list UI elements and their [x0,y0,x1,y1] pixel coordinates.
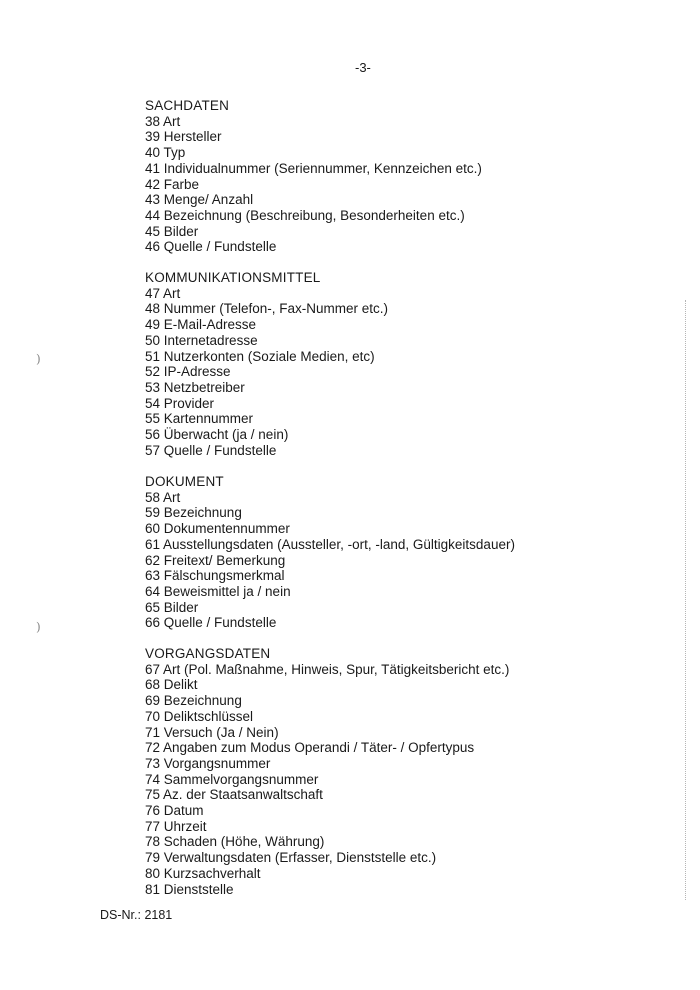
list-item: 79 Verwaltungsdaten (Erfasser, Dienststelle etc.) [145,850,437,866]
section-sachdaten [145,98,482,255]
list-item: 63 Fälschungsmerkmal [145,568,285,584]
list-item: 38 Art [145,113,181,129]
list-item: 52 IP-Adresse [145,364,231,380]
list-item: 49 E-Mail-Adresse [145,317,257,333]
list-item: 62 Freitext/ Bemerkung [145,552,286,568]
list-item: 80 Kurzsachverhalt [145,865,261,881]
document-number-footer: DS-Nr.: 2181 [100,908,173,922]
list-item: 39 Hersteller [145,129,222,145]
list-item: 58 Art [145,489,181,505]
list-item: 78 Schaden (Höhe, Währung) [145,834,325,850]
list-item: 51 Nutzerkonten (Soziale Medien, etc) [145,348,375,364]
list-item: 74 Sammelvorgangsnummer [145,771,319,787]
list-item: 57 Quelle / Fundstelle [145,442,277,458]
section-vorgangsdaten [145,646,509,897]
item-list [145,286,388,459]
section-heading: VORGANGSDATEN [145,646,271,661]
list-item: 75 Az. der Staatsanwaltschaft [145,787,323,803]
item-list [145,662,509,898]
list-item: 81 Dienststelle [145,881,234,897]
section-heading: DOKUMENT [145,474,224,489]
list-item: 43 Menge/ Anzahl [145,192,254,208]
list-item: 71 Versuch (Ja / Nein) [145,724,279,740]
section-dokument [145,474,515,631]
scan-edge-artifact [685,300,686,900]
list-item: 76 Datum [145,803,204,819]
list-item: 67 Art (Pol. Maßnahme, Hinweis, Spur, Tätigkeitsbericht etc.) [145,661,510,677]
list-item: 48 Nummer (Telefon-, Fax-Nummer etc.) [145,301,389,317]
section-heading: SACHDATEN [145,98,230,113]
list-item: 59 Bezeichnung [145,505,242,521]
list-item: 55 Kartennummer [145,411,254,427]
list-item: 46 Quelle / Fundstelle [145,239,277,255]
list-item: 65 Bilder [145,599,199,615]
item-list [145,490,515,631]
section-kommunikationsmittel [145,270,388,458]
list-item: 64 Beweismittel ja / nein [145,583,291,599]
list-item: 68 Delikt [145,677,198,693]
list-item: 40 Typ [145,145,186,161]
list-item: 42 Farbe [145,176,200,192]
list-item: 41 Individualnummer (Seriennummer, Kennzeichen etc.) [145,160,482,176]
punch-hole-mark: ) [36,352,41,366]
list-item: 50 Internetadresse [145,332,258,348]
list-item: 70 Deliktschlüssel [145,708,254,724]
list-item: 53 Netzbetreiber [145,379,245,395]
list-item: 54 Provider [145,395,215,411]
list-item: 73 Vorgangsnummer [145,755,271,771]
page-number: -3- [355,60,371,75]
punch-hole-mark: ) [36,620,41,634]
list-item: 66 Quelle / Fundstelle [145,615,277,631]
list-item: 47 Art [145,285,181,301]
list-item: 72 Angaben zum Modus Operandi / Täter- / Opfertypus [145,740,475,756]
section-heading: KOMMUNIKATIONSMITTEL [145,270,321,285]
list-item: 60 Dokumentennummer [145,521,290,537]
list-item: 44 Bezeichnung (Beschreibung, Besonderheiten etc.) [145,207,465,223]
list-item: 45 Bilder [145,223,199,239]
list-item: 61 Ausstellungsdaten (Aussteller, -ort, -land, Gültigkeitsdauer) [145,536,515,552]
list-item: 69 Bezeichnung [145,693,242,709]
list-item: 56 Überwacht (ja / nein) [145,427,289,443]
item-list [145,114,482,255]
list-item: 77 Uhrzeit [145,818,207,834]
